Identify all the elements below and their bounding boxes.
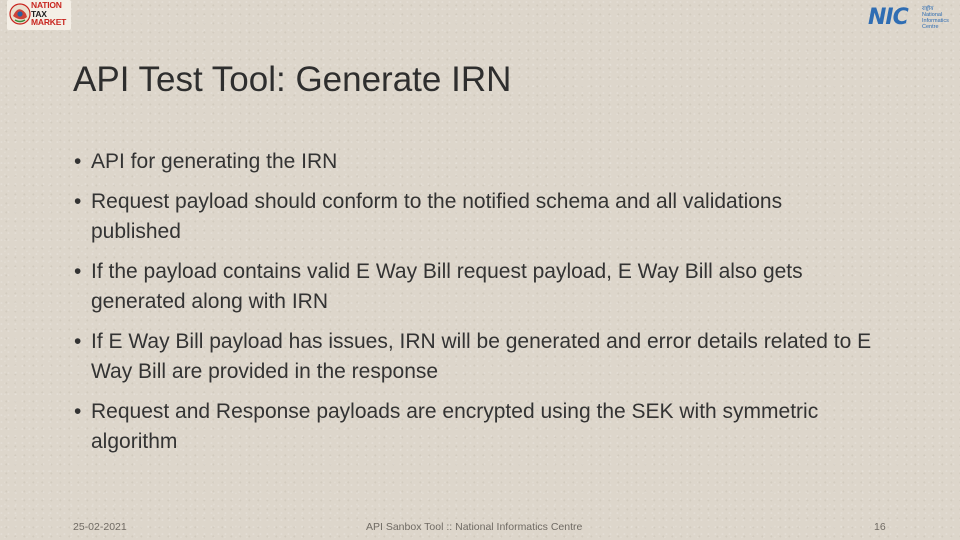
- nic-subtext: [922, 6, 949, 30]
- bullet-icon: •: [74, 400, 82, 423]
- footer-date: 25-02-2021: [73, 521, 127, 533]
- bullet-text: If the payload contains valid E Way Bill request payload, E Way Bill also gets generated along with IRN: [91, 260, 803, 313]
- bullet-list: [73, 147, 873, 467]
- bullet-item: [73, 187, 873, 247]
- bullet-text: If E Way Bill payload has issues, IRN will be generated and error details related to E Way Bill are provided in the response: [91, 330, 872, 383]
- bullet-item: [73, 397, 873, 457]
- logo-word-1: NATION: [31, 0, 62, 10]
- nic-subtext-line: राष्ट्रीय: [922, 6, 934, 12]
- bullet-item: [73, 147, 873, 177]
- bullet-icon: •: [74, 190, 82, 213]
- bullet-text: API for generating the IRN: [91, 150, 338, 173]
- bullet-item: [73, 257, 873, 317]
- bullet-text: Request payload should conform to the notified schema and all validations published: [91, 190, 783, 243]
- logo-word-3: MARKET: [31, 17, 67, 28]
- footer-title: API Sanbox Tool :: National Informatics Centre: [366, 521, 583, 533]
- bullet-text: Request and Response payloads are encrypted using the SEK with symmetric algorithm: [91, 400, 819, 453]
- nic-subtext-line: Centre: [922, 24, 939, 30]
- emblem-icon: [9, 3, 31, 25]
- nic-subtext-line: National: [922, 12, 943, 18]
- slide-title: API Test Tool: Generate IRN: [73, 60, 512, 99]
- logo-wordmark: [31, 1, 71, 27]
- bullet-icon: •: [74, 330, 82, 353]
- page-number: 16: [874, 521, 886, 533]
- nic-logo: [868, 6, 954, 32]
- nation-tax-market-logo: [7, 0, 71, 30]
- nic-subtext-line: Informatics: [922, 18, 949, 24]
- bullet-icon: •: [74, 260, 82, 283]
- logo-word-2: TAX: [31, 8, 47, 19]
- bullet-icon: •: [74, 150, 82, 173]
- bullet-item: [73, 327, 873, 387]
- nic-wordmark: NIC: [868, 5, 908, 30]
